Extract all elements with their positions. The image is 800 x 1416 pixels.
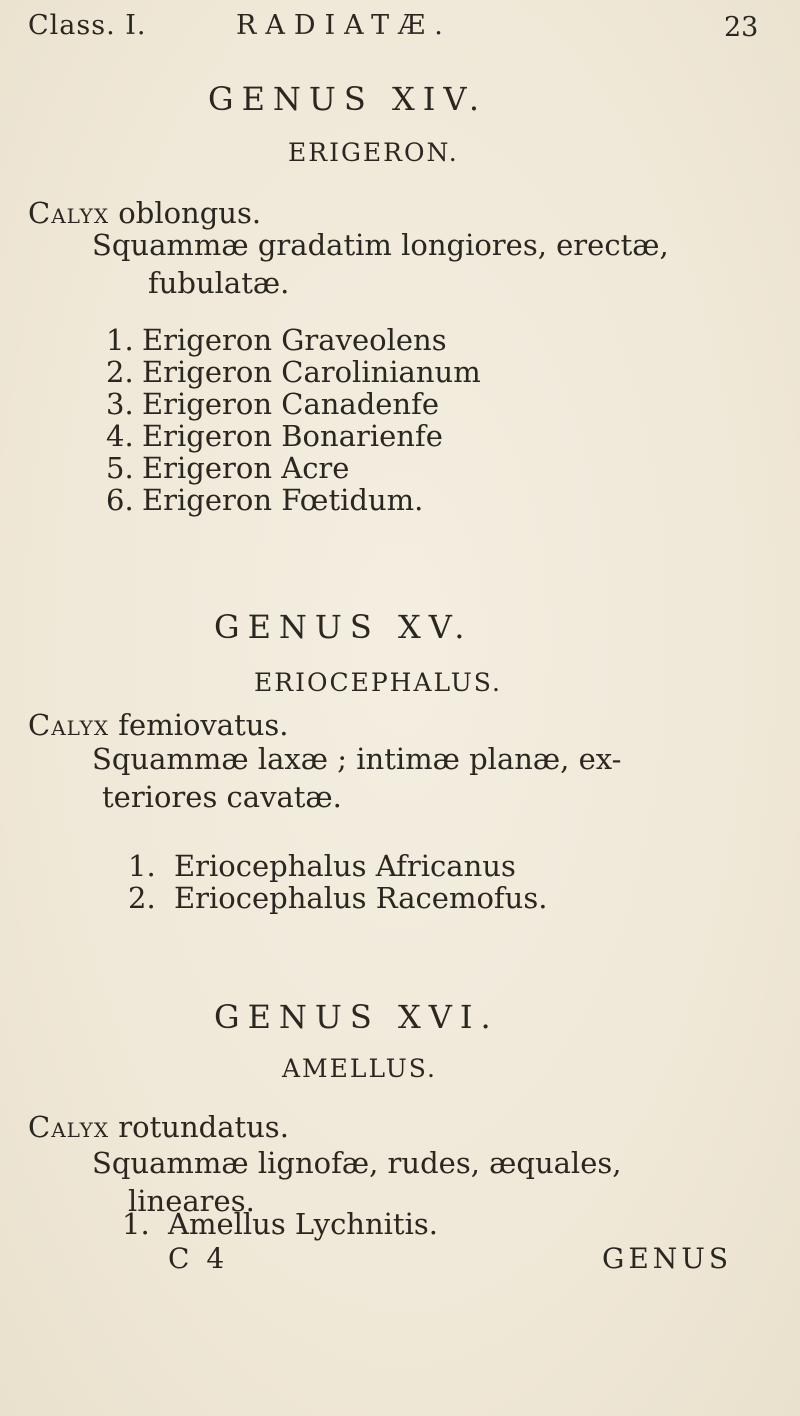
species-item	[122, 1208, 438, 1240]
running-head-class: Class. I.	[28, 10, 147, 41]
genus-title: GENUS XV.	[214, 608, 473, 646]
page-number: 23	[724, 12, 759, 43]
species-name: Eriocephalus Africanus	[174, 849, 516, 883]
calyx-desc: femiovatus.	[118, 708, 289, 742]
species-item	[106, 420, 481, 452]
genus-title: GENUS XIV.	[208, 80, 488, 118]
description-line: teriores cavatæ.	[102, 780, 342, 814]
catchword: GENUS	[602, 1242, 733, 1275]
species-item	[106, 484, 481, 516]
calyx-desc: rotundatus.	[118, 1110, 289, 1144]
species-number: 3.	[106, 387, 134, 421]
species-name: Amellus Lychnitis.	[168, 1207, 438, 1241]
species-number: 1.	[122, 1207, 150, 1241]
running-head-title: RADIATÆ.	[236, 10, 452, 41]
species-list	[122, 1208, 438, 1240]
genus-name: ERIGERON.	[288, 138, 459, 167]
species-item	[128, 850, 547, 882]
description-line: Squammæ laxæ ; intimæ planæ, ex-	[92, 742, 622, 776]
signature-mark: C 4	[168, 1242, 229, 1275]
species-item	[106, 324, 481, 356]
genus-description	[92, 740, 621, 816]
species-number: 2.	[128, 881, 156, 915]
species-number: 5.	[106, 451, 134, 485]
species-name: Erigeron Fœtidum.	[142, 483, 424, 517]
calyx-word: Calyx	[28, 196, 110, 230]
calyx-line	[28, 1110, 289, 1144]
species-number: 1.	[106, 323, 134, 357]
genus-title: GENUS XVI.	[214, 998, 499, 1036]
species-number: 2.	[106, 355, 134, 389]
description-line: lineares.	[128, 1184, 255, 1218]
running-head	[28, 4, 772, 44]
species-name: Erigeron Acre	[142, 451, 350, 485]
genus-name: AMELLUS.	[282, 1054, 437, 1083]
species-item	[106, 452, 481, 484]
species-name: Erigeron Bonarienfe	[142, 419, 443, 453]
species-number: 4.	[106, 419, 134, 453]
species-list	[128, 850, 547, 914]
species-name: Erigeron Graveolens	[142, 323, 447, 357]
species-name: Eriocephalus Racemofus.	[174, 881, 548, 915]
species-item	[106, 388, 481, 420]
species-number: 6.	[106, 483, 134, 517]
calyx-line	[28, 196, 261, 230]
species-list	[106, 324, 481, 516]
calyx-desc: oblongus.	[118, 196, 262, 230]
species-name: Erigeron Carolinianum	[142, 355, 481, 389]
calyx-word: Calyx	[28, 1110, 110, 1144]
description-line: Squammæ lignofæ, rudes, æquales,	[92, 1146, 622, 1180]
species-item	[106, 356, 481, 388]
species-number: 1.	[128, 849, 156, 883]
description-line: Squammæ gradatim longiores, erectæ,	[92, 228, 669, 262]
genus-description	[92, 226, 669, 302]
species-item	[128, 882, 547, 914]
description-line: fubulatæ.	[148, 266, 290, 300]
genus-name: ERIOCEPHALUS.	[254, 668, 502, 697]
species-name: Erigeron Canadenfe	[142, 387, 439, 421]
calyx-line	[28, 708, 289, 742]
calyx-word: Calyx	[28, 708, 110, 742]
